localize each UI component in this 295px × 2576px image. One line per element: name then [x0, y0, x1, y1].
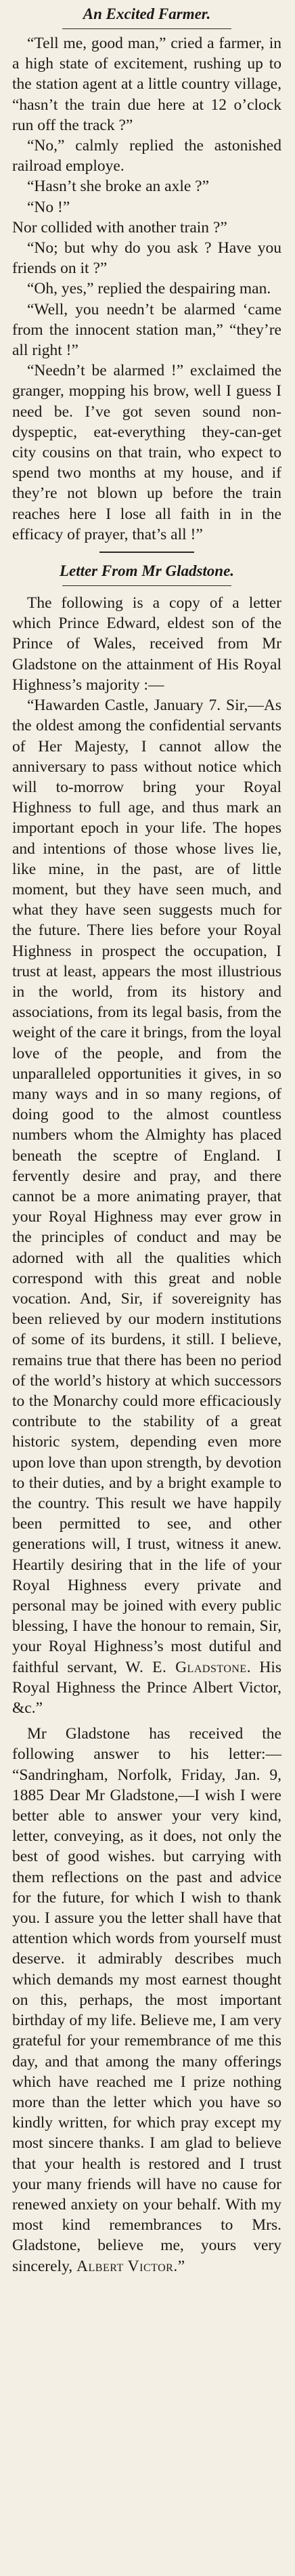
title-underline — [62, 585, 231, 586]
reply-paragraph — [12, 1724, 281, 2276]
paragraph-gap — [12, 1718, 281, 1724]
paragraph: “Well, you needn’t be alarmed ‘came from the innocent station man,” “they’re all right !” — [12, 300, 281, 360]
section-divider — [99, 552, 194, 553]
letter-signature: W. E. Gladstone. — [125, 1658, 252, 1676]
letter-paragraph — [12, 695, 281, 1718]
paragraph: Nor collided with another train ?” — [12, 218, 227, 236]
intro-paragraph: The following is a copy of a letter which Prince Edward, eldest son of the Prince of Wales, received from Mr Gladstone on the attainment of His Royal Highness’s majority :— — [12, 594, 281, 694]
reply-signature: Albert Victor.” — [76, 2257, 185, 2275]
paragraph: “No !” — [27, 198, 70, 216]
paragraph: “Tell me, good man,” cried a farmer, in a high state of excitement, rushing up to the station agent at a little country village, “hasn’t the train due here at 12 o’clock run off the track ?” — [12, 35, 281, 134]
article-gladstone-letter — [12, 593, 281, 2277]
article-excited-farmer — [12, 33, 281, 545]
paragraph: “No; but why do you ask ? Have you friends on it ?” — [12, 239, 281, 278]
paragraph: “No,” calmly replied the astonished railroad employe. — [12, 137, 281, 175]
letter-addressee: His Royal Highness the Prince Albert Victor, &c.” — [12, 1658, 282, 1718]
paragraph: “Needn’t be alarmed !” exclaimed the granger, mopping his brow, well I guess I need be. I’ve got seven sound non-dyspeptic, eat-everything they-can-get city cousins on that train, who expect to spend two months at my house, and if they’re not blown up before the train reaches here I lose all faith in in the efficacy of prayer, that’s all !” — [12, 362, 281, 543]
title-underline — [62, 28, 231, 29]
article-title-gladstone-letter: Letter From Mr Gladstone. — [59, 562, 235, 580]
reply-intro: Mr Gladstone has received the following answer to his letter:— — [12, 1725, 281, 1764]
letter-body: “Hawarden Castle, January 7. Sir,—As the oldest among the confidential servants of Her Majesty, I cannot allow the anniversary to pass without notice which will to-morrow bring your Royal Highness to full age, and thus mark an important epoch in your life. The hopes and intentions of those whose lives lie, like mine, in the past, are of little moment, but they have seen much, and what they have seen suggests much for the future. There lies before your Royal Highness in prospect the occupation, I trust at least, appears the most illustrious in the world, from its history and associations, from its legal basis, from the weight of the care it brings, from the loyal love of the people, and from the unparalleled opportunities it gives, in so many ways and in so many regions, of doing good to the almost countless numbers whom the Almighty has placed beneath the sceptre of England. I fervently desire and pray, and there cannot be a more animating prayer, that your Royal Highness may ever grow in the principles of conduct and may be adorned with all the qualities which correspond with this great and noble vocation. And, Sir, if sovereignity has been relieved by our modern institutions of some of its burdens, it still. I believe, remains true that there has been no period of the world’s history at which successors to the Monarchy could more efficaciously contribute to the stability of a great historic system, depending even more upon love than upon strength, by devotion to their duties, and by a bright example to the country. This result we have happily been permitted to see, and other generations will, I trust, witness it anew. Heartily desiring that in the life of your Royal Highness every private and personal may be joined with every public blessing, I have the honour to remain, Sir, your Royal Highness’s most dutiful and faithful servant, — [12, 697, 281, 1676]
paragraph: “Oh, yes,” replied the despairing man. — [27, 280, 271, 298]
paragraph: “Hasn’t she broke an axle ?” — [27, 178, 210, 196]
article-title-excited-farmer: An Excited Farmer. — [83, 5, 211, 22]
reply-body: “Sandringham, Norfolk, Friday, Jan. 9, 1885 Dear Mr Gladstone,—I wish I were better able to answer your very kind, letter, conveying, as it does, not only the best of good wishes. but carrying with them reflections on the past and advice for the future, for which I wish to thank you. I assure you the letter shall have that attention which words from yourself must deserve. it admirably describes much which demands my most earnest thought on this, perhaps, the most important birthday of my life. Believe me, I am very grateful for your remembrance of me this day, and that among the many offerings which have reached me I prize nothing more than the letter which you have so kindly written, for which pray except my most sincere thanks. I am glad to believe that your health is restored and I trust your many friends will have no cause for renewed anxiety on your behalf. With my most kind remembrances to Mrs. Gladstone, believe me, yours very sincerely, — [12, 1766, 281, 2275]
